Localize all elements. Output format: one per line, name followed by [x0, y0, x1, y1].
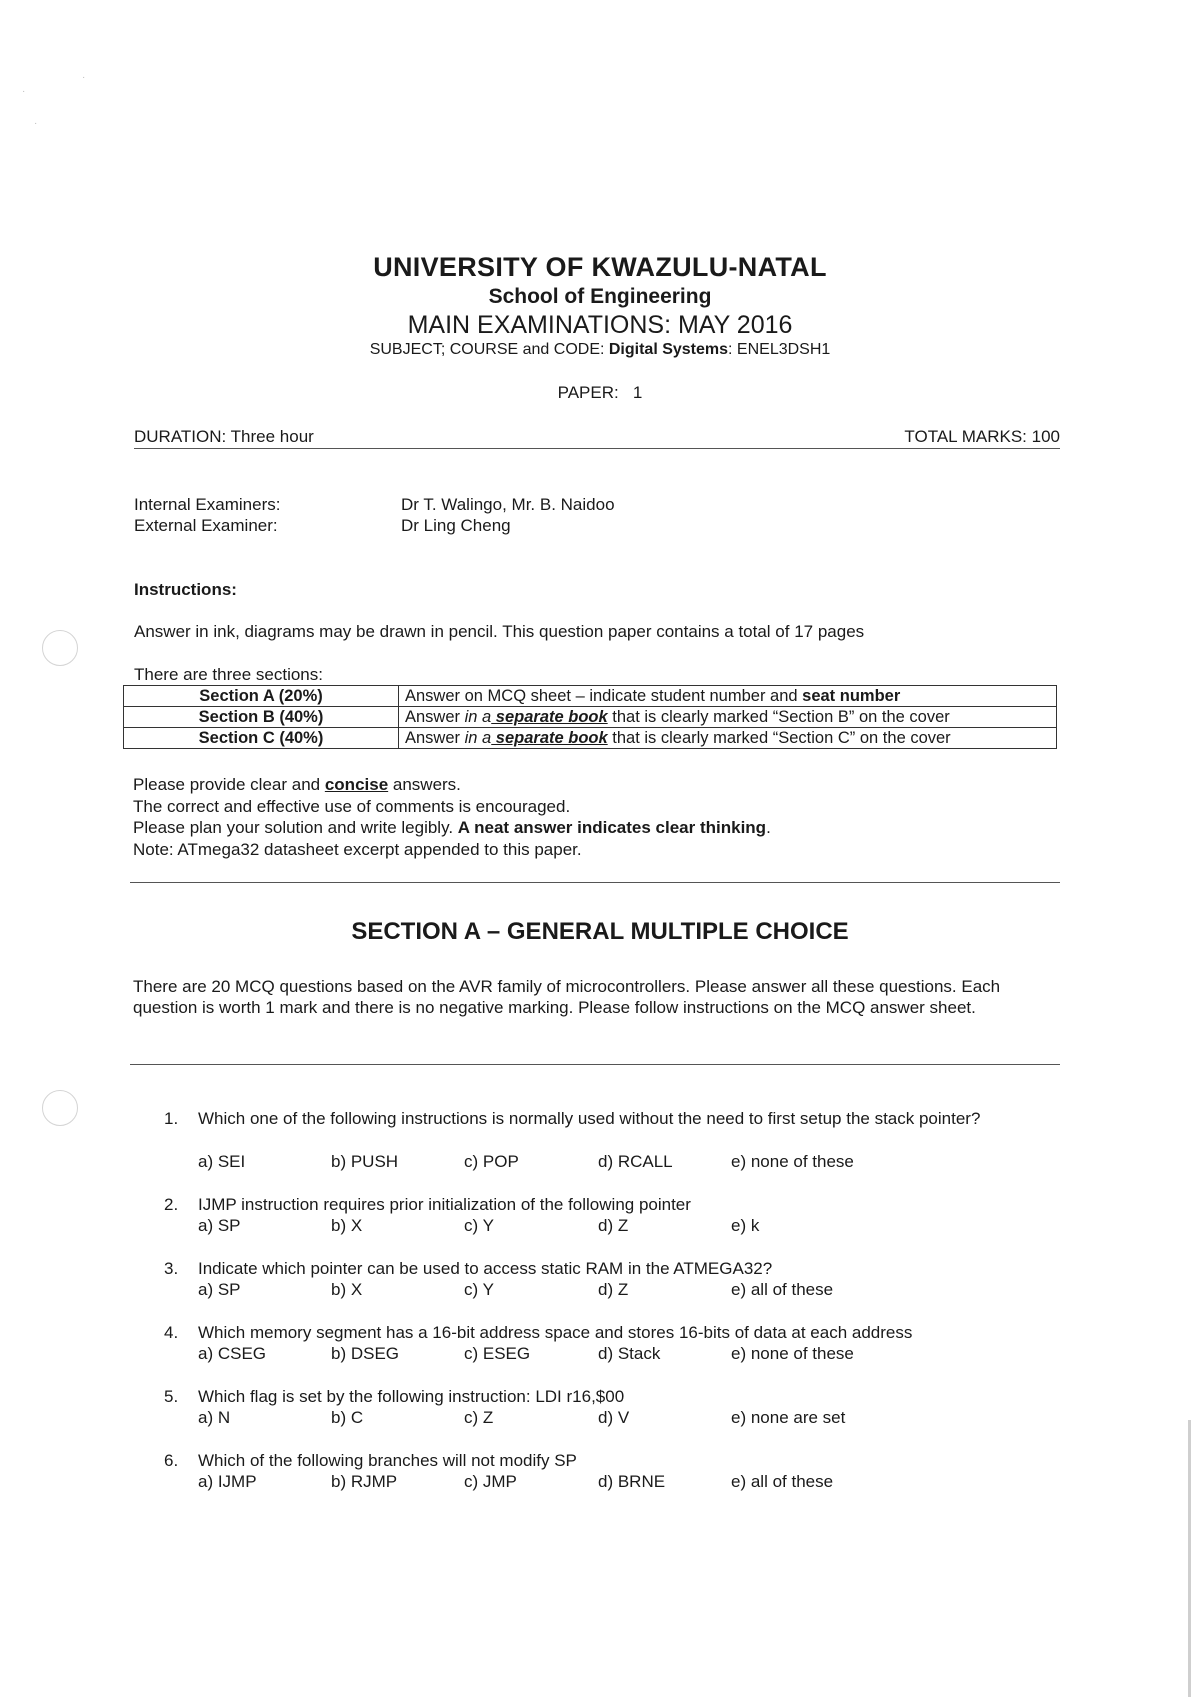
paper-number: 1: [632, 383, 643, 402]
option-a: a) IJMP: [198, 1472, 257, 1491]
option-d: d) BRNE: [598, 1472, 666, 1491]
option-e: e) k: [731, 1216, 760, 1235]
instruction-text: on the cover: [855, 729, 951, 747]
section-label: Section C (40%): [124, 728, 399, 749]
instruction-italic: in a: [464, 729, 492, 747]
question-number: 2.: [164, 1195, 179, 1214]
header-divider: [134, 448, 1060, 449]
scan-speck: ·: [22, 86, 26, 97]
question-text: Which flag is set by the following instruction: LDI r16,$00: [198, 1387, 625, 1406]
option-a: a) N: [198, 1408, 231, 1427]
paper-label: PAPER:: [557, 383, 619, 402]
instruction-text: Answer on MCQ sheet – indicate student number and: [405, 687, 803, 705]
instruction-text: on the cover: [854, 708, 950, 726]
punch-hole-mark: [42, 630, 78, 666]
question-number: 1.: [164, 1109, 179, 1128]
option-d: d) Z: [598, 1216, 629, 1235]
question-text: Indicate which pointer can be used to access static RAM in the ATMEGA32?: [198, 1259, 773, 1278]
option-a: a) SP: [198, 1216, 241, 1235]
option-c: c) Y: [464, 1280, 494, 1299]
option-d: d) Stack: [598, 1344, 661, 1363]
note-line: Please provide clear and concise answers.: [133, 775, 461, 794]
answer-options: [198, 1407, 1018, 1429]
subject-line: [0, 341, 1200, 359]
option-b: b) X: [331, 1216, 363, 1235]
section-label: Section A (20%): [124, 686, 399, 707]
instruction-italic: in a: [464, 708, 492, 726]
punch-hole-mark: [42, 1090, 78, 1126]
instruction-emphasis: separate book: [491, 729, 608, 747]
question-number: 4.: [164, 1323, 179, 1342]
question-text: IJMP instruction requires prior initialization of the following pointer: [198, 1195, 691, 1214]
question-number: 5.: [164, 1387, 179, 1406]
option-e: e) none of these: [731, 1152, 854, 1171]
notes-divider: [130, 882, 1060, 883]
option-a: a) SEI: [198, 1152, 246, 1171]
instruction-bold: seat number: [802, 687, 901, 705]
subject-code: : ENEL3DSH1: [728, 341, 831, 358]
note-line: The correct and effective use of comments is encouraged.: [133, 796, 571, 816]
question-number: 3.: [164, 1259, 179, 1278]
question-text: Which of the following branches will not modify SP: [198, 1451, 577, 1470]
total-marks: TOTAL MARKS: 100: [904, 427, 1060, 446]
option-d: d) Z: [598, 1280, 629, 1299]
answer-options: [198, 1215, 1018, 1237]
duration: DURATION: Three hour: [134, 427, 314, 446]
university-title: UNIVERSITY OF KWAZULU-NATAL: [373, 252, 827, 282]
option-c: c) Y: [464, 1216, 494, 1235]
option-d: d) RCALL: [598, 1152, 673, 1171]
option-b: b) C: [331, 1408, 364, 1427]
instruction-text: Answer: [405, 729, 465, 747]
option-b: b) RJMP: [331, 1472, 398, 1491]
external-examiner-name: Dr Ling Cheng: [401, 516, 511, 535]
section-instruction: [399, 686, 1057, 707]
question-text: Which memory segment has a 16-bit address space and stores 16-bits of data at each address: [198, 1323, 913, 1342]
table-row: [124, 686, 1057, 707]
option-e: e) none of these: [731, 1344, 854, 1363]
instruction-text: that is clearly marked “Section C”: [607, 729, 856, 747]
note-emphasis: concise: [324, 775, 389, 794]
note-line: Note: ATmega32 datasheet excerpt appended to this paper.: [133, 839, 582, 859]
note-emphasis: A neat answer indicates clear thinking: [457, 818, 767, 837]
option-b: b) X: [331, 1280, 363, 1299]
answer-options: [198, 1343, 1018, 1365]
option-e: e) none are set: [731, 1408, 846, 1427]
internal-examiners-names: Dr T. Walingo, Mr. B. Naidoo: [401, 495, 615, 514]
option-e: e) all of these: [731, 1280, 834, 1299]
note-line: Please plan your solution and write legibly. A neat answer indicates clear thinking.: [133, 818, 771, 837]
external-examiner-label: External Examiner:: [134, 516, 278, 535]
question-number: 6.: [164, 1451, 179, 1470]
subject-name: Digital Systems: [608, 341, 729, 358]
option-d: d) V: [598, 1408, 630, 1427]
question-text: Which one of the following instructions is normally used without the need to first setup the stack pointer?: [198, 1109, 981, 1128]
option-e: e) all of these: [731, 1472, 834, 1491]
scan-speck: ·: [34, 118, 38, 129]
option-b: b) DSEG: [331, 1344, 400, 1363]
general-notes: [133, 774, 771, 860]
option-a: a) CSEG: [198, 1344, 267, 1363]
school-name: School of Engineering: [488, 285, 712, 308]
instructions-heading: Instructions:: [134, 580, 237, 599]
section-a-intro: There are 20 MCQ questions based on the AVR family of microcontrollers. Please answer all these questions. Each question is worth 1 mark and there is no negative marking. Please follow instructions on the MCQ answer sheet.: [133, 977, 1001, 1017]
option-b: b) PUSH: [331, 1152, 399, 1171]
instructions-text: Answer in ink, diagrams may be drawn in pencil. This question paper contains a total of 17 pages: [134, 622, 865, 641]
table-row: [124, 728, 1057, 749]
section-a-title: SECTION A – GENERAL MULTIPLE CHOICE: [351, 918, 849, 945]
section-instruction: [399, 707, 1057, 728]
sections-table: [123, 685, 1057, 749]
section-a-divider: [130, 1064, 1060, 1065]
section-instruction: [399, 728, 1057, 749]
instruction-text: that is clearly marked “Section B”: [607, 708, 855, 726]
option-c: c) JMP: [464, 1472, 517, 1491]
option-a: a) SP: [198, 1280, 241, 1299]
sections-intro: There are three sections:: [134, 665, 323, 684]
table-row: [124, 707, 1057, 728]
answer-options: [198, 1151, 1018, 1173]
subject-prefix: SUBJECT; COURSE and CODE:: [369, 341, 609, 358]
section-label: Section B (40%): [124, 707, 399, 728]
scan-edge-line: [1188, 1420, 1191, 1697]
instruction-text: Answer: [405, 708, 465, 726]
exam-title: MAIN EXAMINATIONS: MAY 2016: [407, 311, 793, 339]
option-c: c) ESEG: [464, 1344, 531, 1363]
internal-examiners-label: Internal Examiners:: [134, 495, 281, 514]
answer-options: [198, 1471, 1018, 1493]
instruction-emphasis: separate book: [491, 708, 608, 726]
scan-speck: ·: [82, 72, 86, 83]
option-c: c) Z: [464, 1408, 494, 1427]
option-c: c) POP: [464, 1152, 519, 1171]
answer-options: [198, 1279, 1018, 1301]
paper-line: [0, 383, 1200, 403]
